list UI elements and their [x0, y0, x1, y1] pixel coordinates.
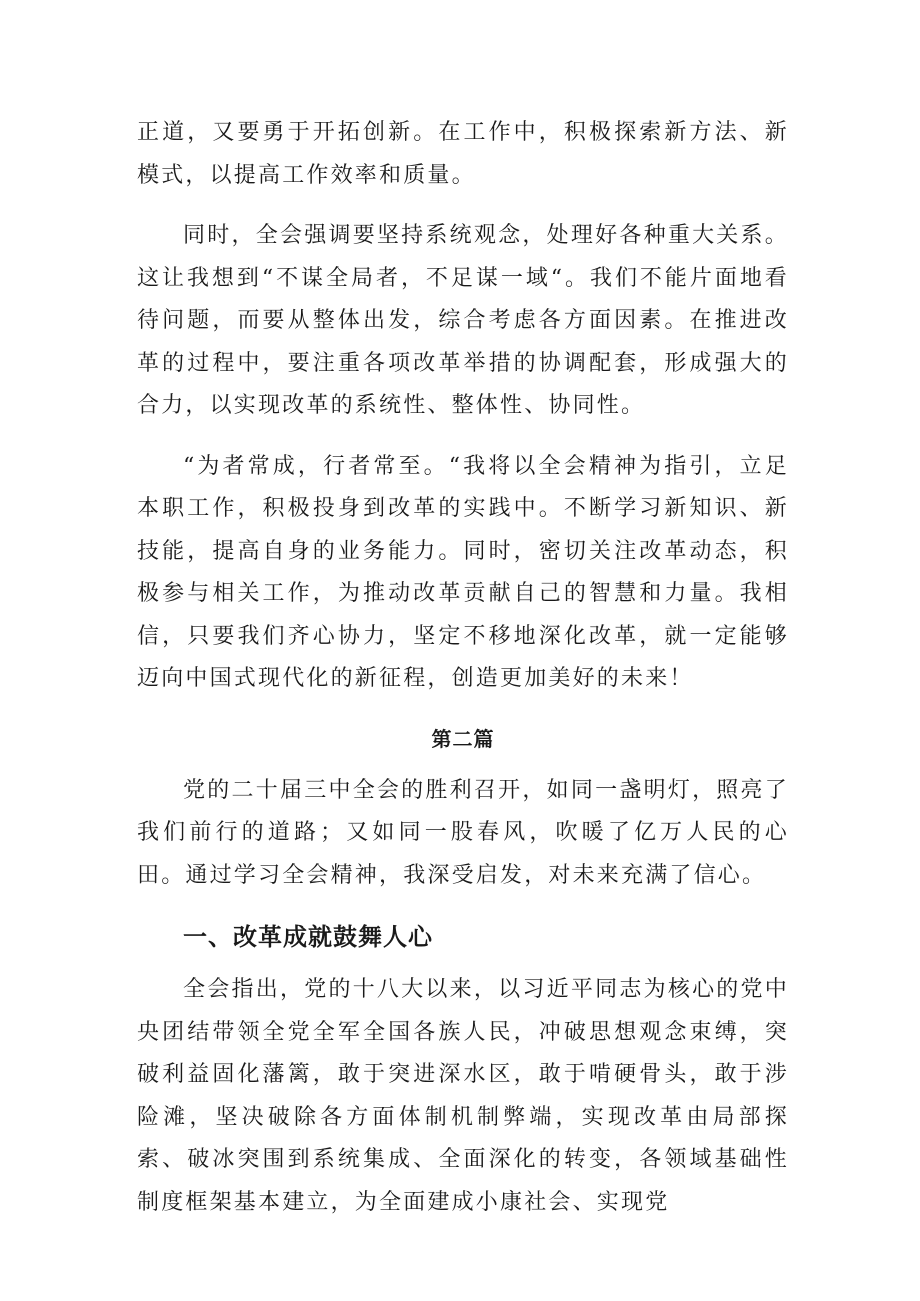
paragraph-continuation: 正道，又要勇于开拓创新。在工作中，积极探索新方法、新模式，以提高工作效率和质量。 — [137, 120, 789, 188]
paragraph-system-concept: 同时，全会强调要坚持系统观念，处理好各种重大关系。这让我想到“不谋全局者，不足谋一域“。我们不能片面地看待问题，而要从整体出发，综合考虑各方面因素。在推进改革的过程中，要注重各项改革举措的协调配套，形成强大的合力，以实现改革的系统性、整体性、协同性。 — [137, 223, 789, 418]
paragraph-section-intro: 党的二十届三中全会的胜利召开，如同一盏明灯，照亮了我们前行的道路；又如同一股春风，吹暖了亿万人民的心田。通过学习全会精神，我深受启发，对未来充满了信心。 — [137, 777, 789, 888]
paragraph-commitment: “为者常成，行者常至。“我将以全会精神为指引，立足本职工作，积极投身到改革的实践中。不断学习新知识、新技能，提高自身的业务能力。同时，密切关注改革动态，积极参与相关工作，为推动改革贡献自己的智慧和力量。我相信，只要我们齐心协力，坚定不移地深化改革，就一定能够迈向中国式现代化的新征程，创造更加美好的未来！ — [137, 453, 789, 691]
document-body — [137, 112, 789, 1224]
section-title: 第二篇 — [431, 726, 495, 751]
paragraph-reform-achievements: 全会指出，党的十八大以来，以习近平同志为核心的党中央团结带领全党全军全国各族人民，冲破思想观念束缚，突破利益固化藩篱，敢于突进深水区，敢于啃硬骨头，敢于涉险滩，坚决破除各方面体制机制弊端，实现改革由局部探索、破冰突围到系统集成、全面深化的转变，各领域基础性制度框架基本建立，为全面建成小康社会、实现党 — [137, 977, 789, 1215]
heading-reform-achievements: 一、改革成就鼓舞人心 — [183, 923, 433, 951]
